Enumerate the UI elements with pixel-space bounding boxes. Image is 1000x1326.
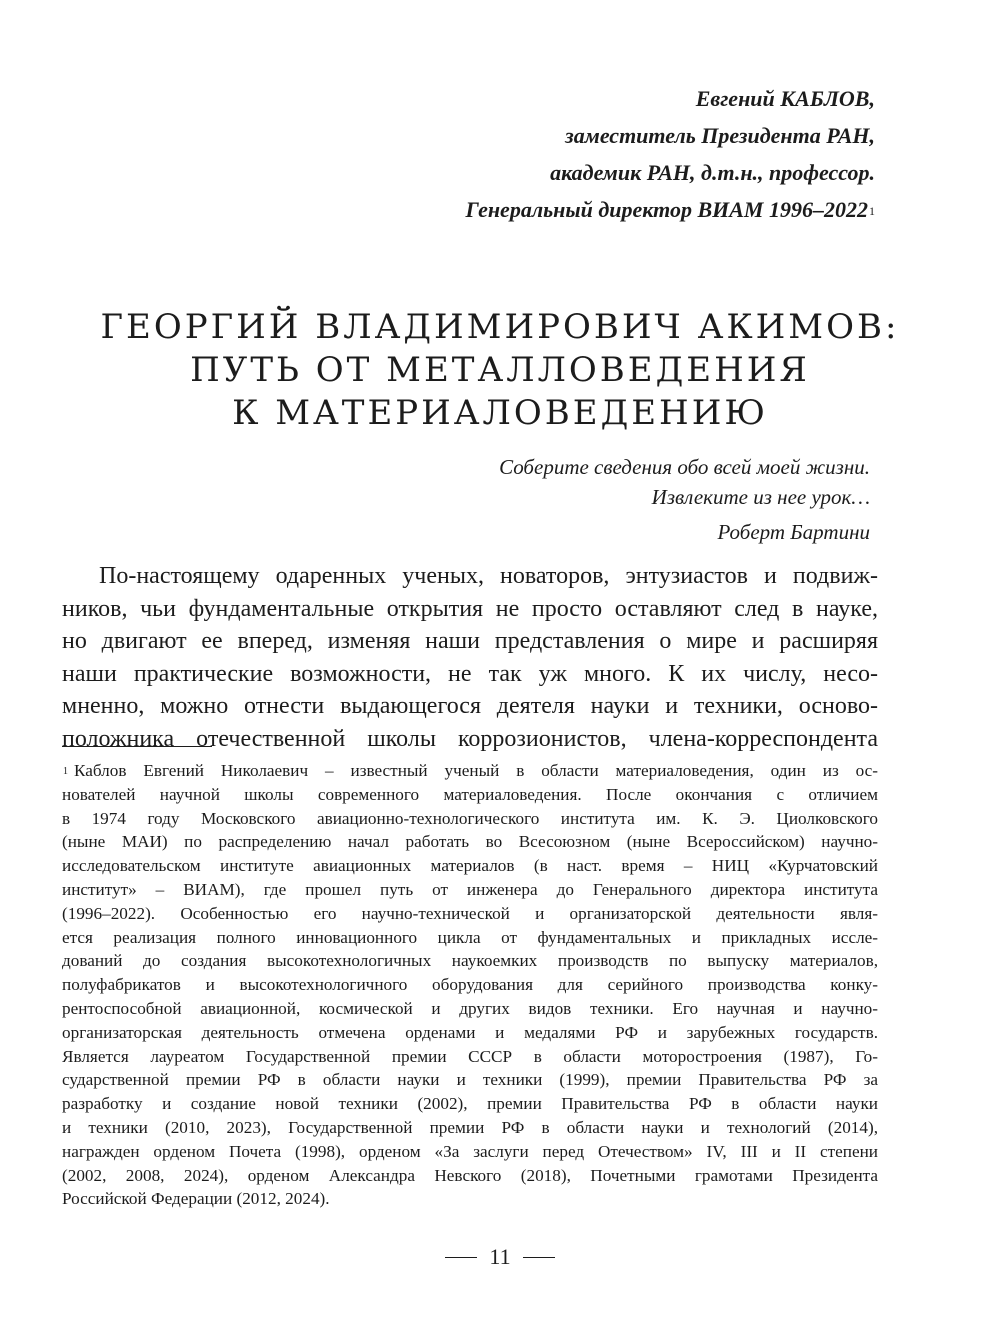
footnote-line: в 1974 году Московского авиационно-технологического института им. К. Э. Циолковского	[62, 808, 878, 828]
body-paragraph	[62, 560, 878, 755]
footnote-line: разработку и создание новой техники (2002), премии Правительства РФ в области науки	[62, 1094, 878, 1114]
footnote-line: (ныне МАИ) по распределению начал работать во Всесоюзном (ныне Всероссийском) научно-	[62, 832, 878, 852]
footnote-line: полуфабрикатов и высокотехнологичного оборудования для серийного производства конку-	[62, 975, 878, 995]
footnote-line: и техники (2010, 2023), Государственной премии РФ в области науки и технологий (2014),	[62, 1117, 878, 1137]
footnote-line: организаторская деятельность отмечена орденами и медалями РФ и зарубежных государств.	[62, 1022, 878, 1042]
footnote-mark: 1	[63, 766, 68, 777]
footnote	[62, 759, 878, 1211]
footnote-line: награжден орденом Почета (1998), орденом «За заслуги перед Отечеством» IV, III и II степени	[62, 1141, 878, 1161]
body-line: наши практические возможности, не так уж много. К их числу, несо-	[62, 660, 878, 687]
author-block	[465, 80, 875, 228]
footnote-line: институт» – ВИАМ), где прошел путь от инженера до Генерального директора института	[62, 879, 878, 899]
chapter-title-line-1: ГЕОРГИЙ ВЛАДИМИРОВИЧ АКИМОВ:	[100, 306, 900, 347]
body-line: положника отечественной школы коррозионистов, члена-корреспондента	[62, 725, 878, 752]
body-line: По-настоящему одаренных ученых, новаторов, энтузиастов и подвиж-	[99, 563, 878, 589]
author-name: Евгений КАБЛОВ,	[695, 86, 875, 111]
epigraph-line-2: Извлеките из нее урок…	[651, 485, 870, 509]
author-position-3	[465, 191, 875, 228]
page-number-dash-left	[445, 1257, 477, 1258]
epigraph-source: Роберт Бартини	[717, 520, 870, 544]
chapter-title	[60, 306, 940, 435]
chapter-title-line-2: ПУТЬ ОТ МЕТАЛЛОВЕДЕНИЯ	[190, 349, 810, 390]
author-position-1: заместитель Президента РАН,	[565, 123, 875, 148]
author-position-2: академик РАН, д.т.н., профессор.	[550, 160, 875, 185]
footnote-line: сударственной премии РФ в области науки и техники (1999), премии Правительства РФ за	[62, 1070, 878, 1090]
footnote-divider	[62, 746, 212, 747]
footnote-line: ется реализация полного инновационного цикла от фундаментальных и прикладных иссле-	[62, 927, 878, 947]
page-number-value: 11	[489, 1244, 511, 1269]
body-line: но двигают ее вперед, изменяя наши представления о мире и расширяя	[62, 628, 878, 654]
author-position-3-text: Генеральный директор ВИАМ 1996–2022	[465, 197, 868, 222]
page-number	[0, 1244, 1000, 1270]
footnote-line: нователей научной школы современного материаловедения. После окончания с отличием	[62, 784, 878, 804]
footnote-line: (2002, 2008, 2024), орденом Александра Невского (2018), Почетными грамотами Президента	[62, 1165, 878, 1185]
footnote-line: рентоспособной авиационной, космической и других видов техники. Его научная и научно-	[62, 998, 878, 1018]
chapter-title-line-3: К МАТЕРИАЛОВЕДЕНИЮ	[232, 392, 768, 433]
page-number-dash-right	[523, 1257, 555, 1258]
footnote-line: Является лауреатом Государственной премии СССР в области моторостроения (1987), Го-	[62, 1046, 878, 1066]
footnote-line-text: Каблов Евгений Николаевич – известный ученый в области материаловедения, один из ос-	[74, 761, 878, 780]
epigraph	[499, 452, 870, 547]
footnote-line	[62, 759, 878, 783]
footnote-line: Российской Федерации (2012, 2024).	[62, 1189, 330, 1209]
footnote-line: дований до создания высокотехнологичных наукоемких производств по выпуску материалов,	[62, 951, 878, 971]
footnote-line: (1996–2022). Особенностью его научно-технической и организаторской деятельности явля-	[62, 903, 878, 923]
footnote-line: исследовательском институте авиационных материалов (в наст. время – НИЦ «Курчатовский	[62, 856, 878, 876]
footnote-reference: 1	[869, 204, 875, 218]
body-line: мненно, можно отнести выдающегося деятеля науки и техники, осново-	[62, 693, 878, 719]
epigraph-line-1: Соберите сведения обо всей моей жизни.	[499, 455, 870, 479]
body-line: ников, чьи фундаментальные открытия не просто оставляют след в науке,	[62, 595, 878, 622]
